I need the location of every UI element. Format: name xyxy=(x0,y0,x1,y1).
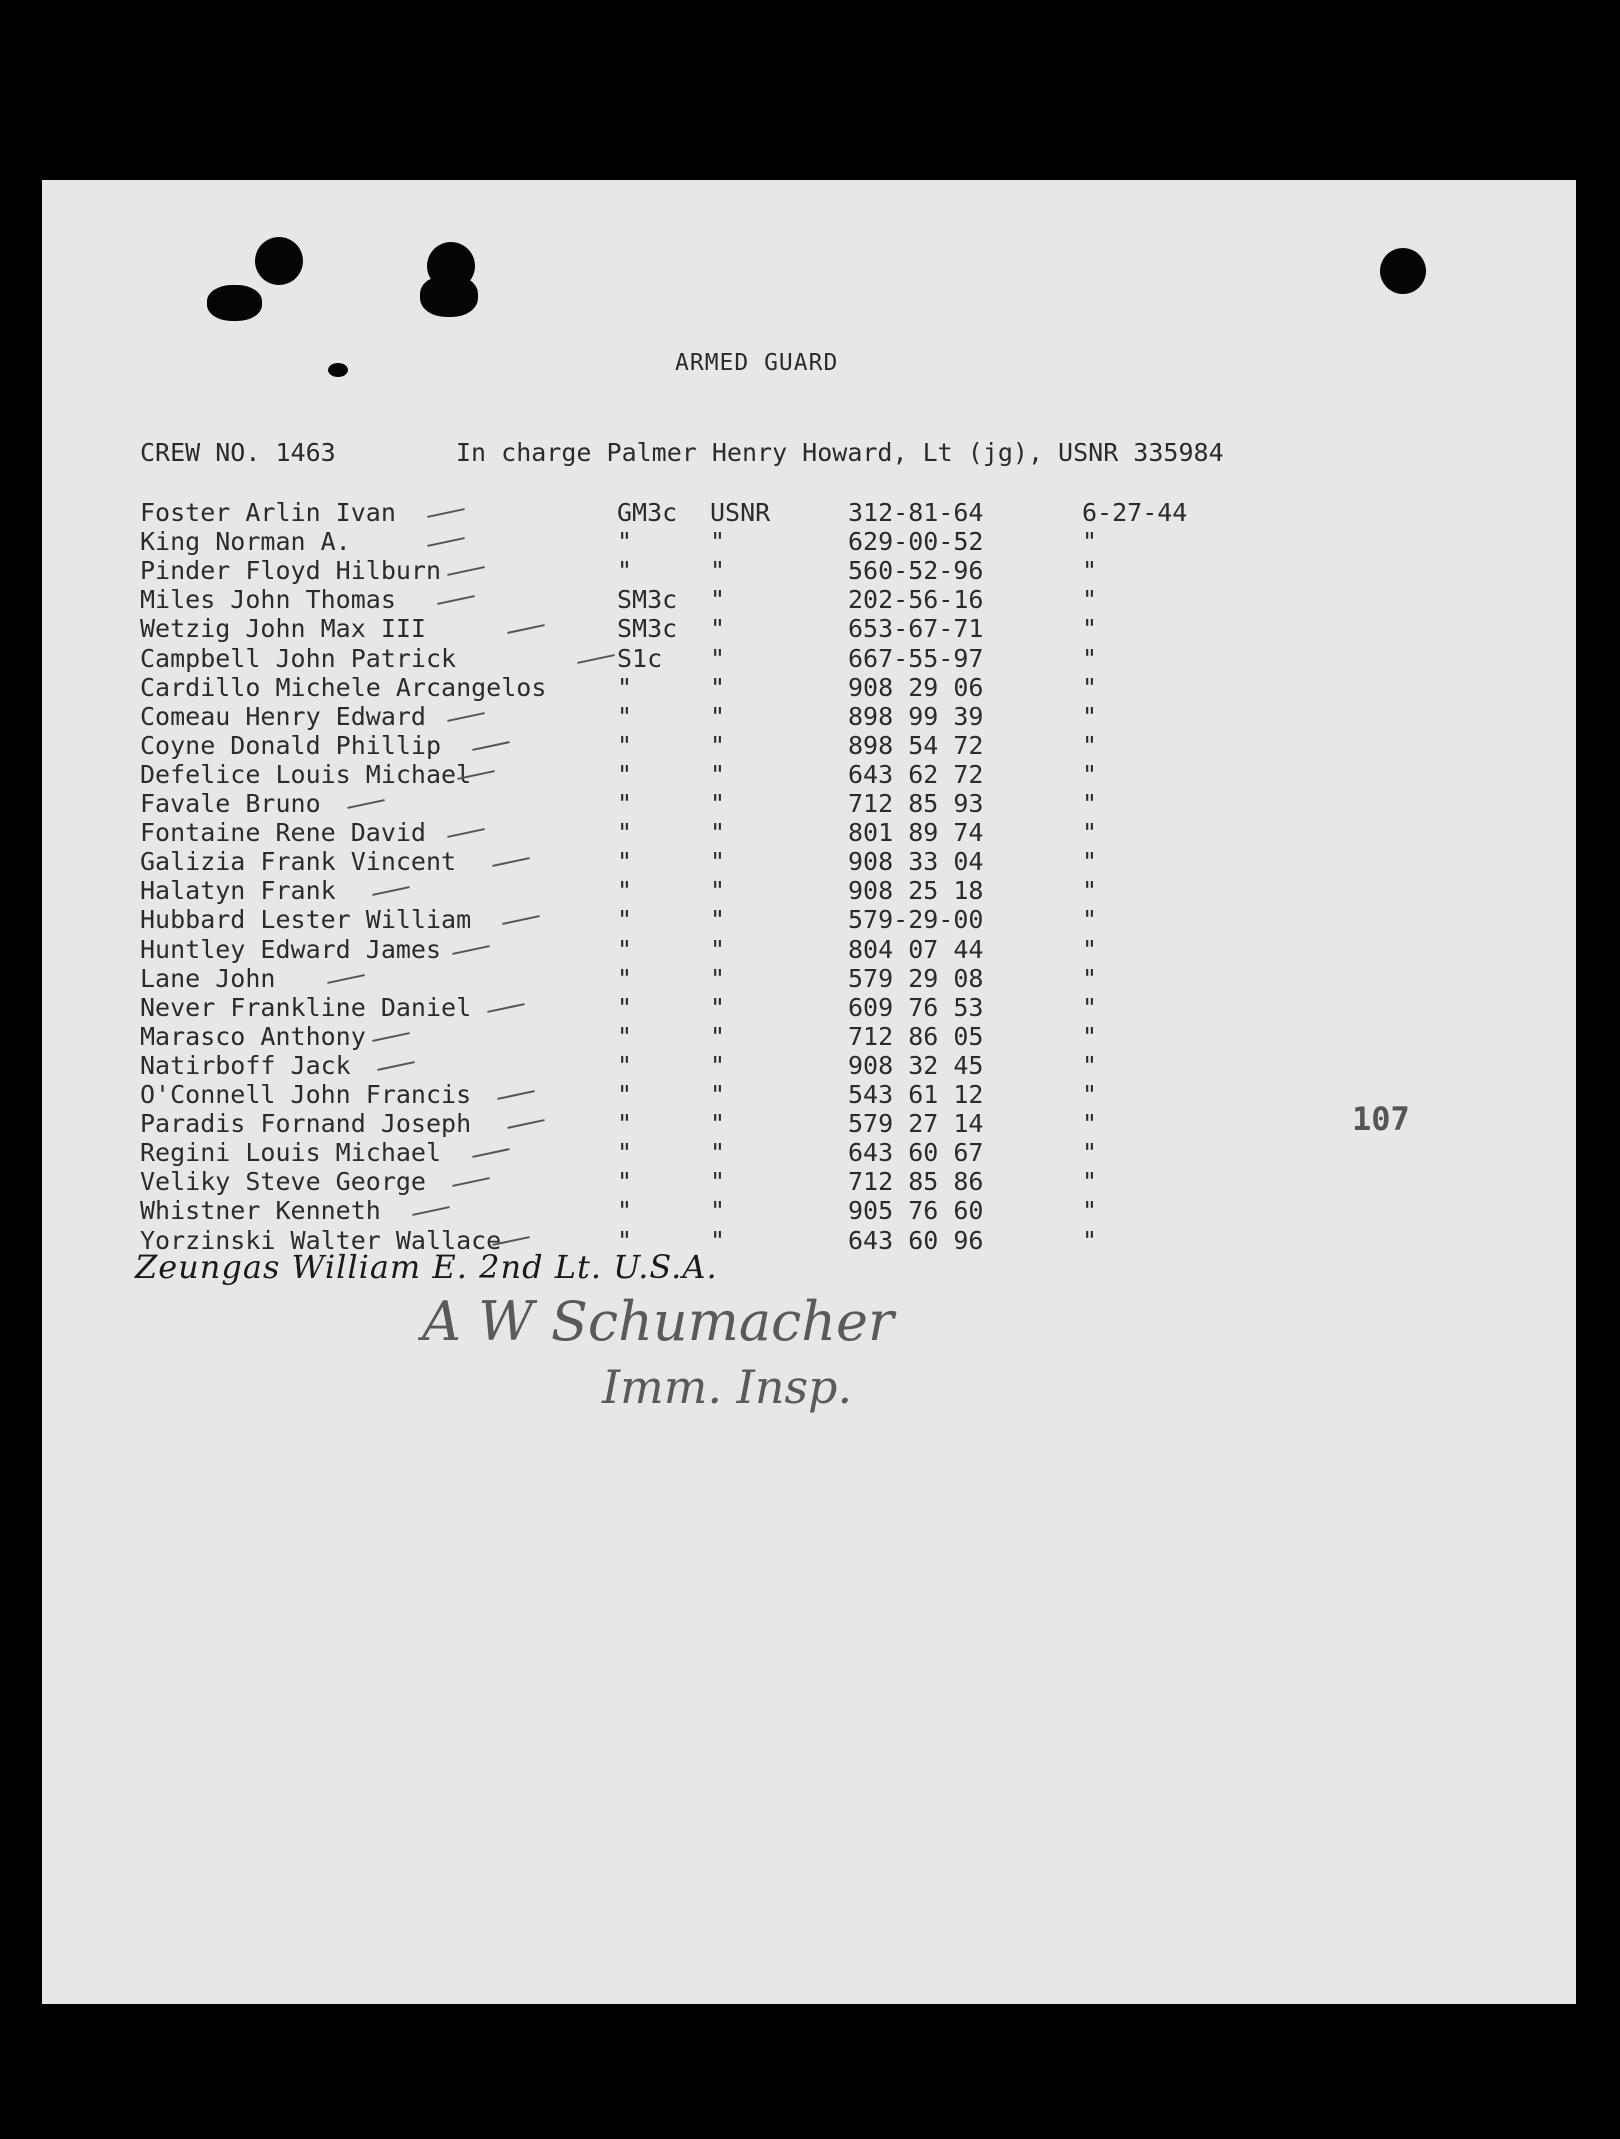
table-row xyxy=(42,556,1576,585)
crew-branch: USNR xyxy=(710,498,771,527)
check-mark xyxy=(452,1177,490,1187)
check-mark xyxy=(447,566,485,576)
crew-date: " xyxy=(1082,1196,1098,1226)
punch-hole xyxy=(420,275,478,317)
officer-in-charge: In charge Palmer Henry Howard, Lt (jg), USNR 335984 xyxy=(456,438,1224,467)
crew-branch: " xyxy=(710,1225,726,1255)
crew-serial: 801 89 74 xyxy=(848,818,984,848)
crew-name: Never Frankline Daniel xyxy=(140,992,472,1022)
crew-serial: 560-52-96 xyxy=(848,556,984,586)
table-row xyxy=(42,585,1576,614)
crew-branch: " xyxy=(710,1109,726,1139)
crew-branch: " xyxy=(710,1021,726,1051)
check-mark xyxy=(377,1061,415,1071)
handwritten-added-name: Zeungas William E. 2nd Lt. U.S.A. xyxy=(135,1248,718,1286)
table-row xyxy=(42,1080,1576,1109)
crew-rate: " xyxy=(617,1050,633,1080)
table-row xyxy=(42,498,1576,527)
table-row xyxy=(42,702,1576,731)
crew-rate: " xyxy=(617,672,633,702)
table-row xyxy=(42,731,1576,760)
crew-name: Huntley Edward James xyxy=(140,934,442,964)
crew-name: Veliky Steve George xyxy=(140,1167,426,1197)
crew-name: King Norman A. xyxy=(140,527,351,557)
crew-rate: " xyxy=(617,1225,633,1255)
crew-rate: " xyxy=(617,1196,633,1226)
crew-serial: 579 27 14 xyxy=(848,1109,984,1139)
table-row xyxy=(42,614,1576,643)
crew-date: " xyxy=(1082,905,1098,935)
crew-serial: 908 32 45 xyxy=(848,1050,984,1080)
table-row xyxy=(42,1022,1576,1051)
table-row xyxy=(42,1051,1576,1080)
crew-rate: " xyxy=(617,556,633,586)
crew-rate: " xyxy=(617,992,633,1022)
crew-date: 6-27-44 xyxy=(1082,498,1188,527)
crew-rate: " xyxy=(617,818,633,848)
table-row xyxy=(42,527,1576,556)
crew-serial: 712 86 05 xyxy=(848,1021,984,1051)
crew-rate: " xyxy=(617,1021,633,1051)
crew-rate: " xyxy=(617,905,633,935)
crew-name: Campbell John Patrick xyxy=(140,643,457,673)
crew-rate: " xyxy=(617,730,633,760)
check-mark xyxy=(437,595,475,605)
crew-name: Coyne Donald Phillip xyxy=(140,730,442,760)
table-row xyxy=(42,935,1576,964)
crew-rate: " xyxy=(617,759,633,789)
table-row xyxy=(42,644,1576,673)
crew-date: " xyxy=(1082,672,1098,702)
table-row xyxy=(42,964,1576,993)
crew-rate: " xyxy=(617,1080,633,1109)
crew-date: " xyxy=(1082,1109,1098,1139)
crew-serial: 543 61 12 xyxy=(848,1080,984,1109)
inspector-title: Imm. Insp. xyxy=(602,1360,853,1414)
crew-date: " xyxy=(1082,556,1098,586)
crew-rate: S1c xyxy=(617,643,663,673)
crew-serial: 804 07 44 xyxy=(848,934,984,964)
crew-date: " xyxy=(1082,876,1098,906)
crew-serial: 905 76 60 xyxy=(848,1196,984,1226)
table-row xyxy=(42,847,1576,876)
table-row xyxy=(42,1167,1576,1196)
inspector-signature: A W Schumacher xyxy=(422,1290,894,1353)
check-mark xyxy=(472,1148,510,1158)
crew-date: " xyxy=(1082,1050,1098,1080)
table-row xyxy=(42,1196,1576,1225)
crew-name: Defelice Louis Michael xyxy=(140,759,472,789)
crew-serial: 609 76 53 xyxy=(848,992,984,1022)
check-mark xyxy=(507,1119,545,1129)
crew-branch: " xyxy=(710,759,726,789)
check-mark xyxy=(372,1032,410,1042)
crew-date: " xyxy=(1082,527,1098,557)
crew-rate: SM3c xyxy=(617,614,678,644)
crew-date: " xyxy=(1082,789,1098,818)
crew-date: " xyxy=(1082,614,1098,644)
crew-branch: " xyxy=(710,614,726,644)
crew-date: " xyxy=(1082,585,1098,615)
document-title: ARMED GUARD xyxy=(675,350,839,376)
crew-serial: 643 60 67 xyxy=(848,1138,984,1168)
crew-rate: " xyxy=(617,934,633,964)
crew-rate: " xyxy=(617,1109,633,1139)
crew-date: " xyxy=(1082,847,1098,877)
crew-branch: " xyxy=(710,643,726,673)
crew-name: Favale Bruno xyxy=(140,789,321,818)
crew-rate: " xyxy=(617,527,633,557)
crew-branch: " xyxy=(710,1167,726,1197)
page-number: 107 xyxy=(1352,1100,1410,1138)
crew-date: " xyxy=(1082,1021,1098,1051)
crew-name: Paradis Fornand Joseph xyxy=(140,1109,472,1139)
crew-serial: 908 29 06 xyxy=(848,672,984,702)
crew-rate: " xyxy=(617,963,633,993)
ink-spot xyxy=(328,363,348,377)
table-row xyxy=(42,818,1576,847)
crew-serial: 898 54 72 xyxy=(848,730,984,760)
crew-branch: " xyxy=(710,818,726,848)
crew-serial: 712 85 93 xyxy=(848,789,984,818)
crew-number: CREW NO. 1463 xyxy=(140,438,336,467)
crew-name: Wetzig John Max III xyxy=(140,614,426,644)
crew-branch: " xyxy=(710,1050,726,1080)
crew-serial: 908 25 18 xyxy=(848,876,984,906)
crew-serial: 667-55-97 xyxy=(848,643,984,673)
table-row xyxy=(42,789,1576,818)
crew-serial: 202-56-16 xyxy=(848,585,984,615)
check-mark xyxy=(427,508,465,518)
crew-name: Marasco Anthony xyxy=(140,1021,366,1051)
table-row xyxy=(42,905,1576,934)
crew-serial: 643 60 96 xyxy=(848,1225,984,1255)
check-mark xyxy=(452,945,490,955)
crew-serial: 712 85 86 xyxy=(848,1167,984,1197)
crew-branch: " xyxy=(710,876,726,906)
check-mark xyxy=(447,712,485,722)
crew-branch: " xyxy=(710,992,726,1022)
crew-name: Yorzinski Walter Wallace xyxy=(140,1225,502,1255)
crew-branch: " xyxy=(710,934,726,964)
check-mark xyxy=(372,886,410,896)
crew-name: Hubbard Lester William xyxy=(140,905,472,935)
crew-name: Miles John Thomas xyxy=(140,585,396,615)
crew-rate: " xyxy=(617,847,633,877)
crew-serial: 629-00-52 xyxy=(848,527,984,557)
crew-serial: 908 33 04 xyxy=(848,847,984,877)
check-mark xyxy=(427,537,465,547)
crew-name: Cardillo Michele Arcangelos xyxy=(140,672,547,702)
crew-branch: " xyxy=(710,701,726,731)
crew-branch: " xyxy=(710,527,726,557)
crew-branch: " xyxy=(710,1196,726,1226)
crew-name: Halatyn Frank xyxy=(140,876,336,906)
check-mark xyxy=(577,654,615,664)
crew-date: " xyxy=(1082,963,1098,993)
crew-rate: " xyxy=(617,701,633,731)
table-row xyxy=(42,876,1576,905)
crew-date: " xyxy=(1082,1138,1098,1168)
check-mark xyxy=(492,857,530,867)
crew-branch: " xyxy=(710,847,726,877)
check-mark xyxy=(347,799,385,809)
crew-serial: 579-29-00 xyxy=(848,905,984,935)
check-mark xyxy=(412,1206,450,1216)
crew-date: " xyxy=(1082,1225,1098,1255)
crew-branch: " xyxy=(710,1138,726,1168)
table-row xyxy=(42,993,1576,1022)
crew-date: " xyxy=(1082,934,1098,964)
table-row xyxy=(42,760,1576,789)
crew-serial: 898 99 39 xyxy=(848,701,984,731)
crew-branch: " xyxy=(710,963,726,993)
table-row xyxy=(42,673,1576,702)
check-mark xyxy=(327,974,365,984)
crew-date: " xyxy=(1082,730,1098,760)
check-mark xyxy=(507,624,545,634)
check-mark xyxy=(487,1003,525,1013)
crew-branch: " xyxy=(710,1080,726,1109)
crew-rate: SM3c xyxy=(617,585,678,615)
crew-name: Pinder Floyd Hilburn xyxy=(140,556,442,586)
punch-hole xyxy=(255,237,303,285)
crew-name: Galizia Frank Vincent xyxy=(140,847,457,877)
crew-serial: 312-81-64 xyxy=(848,498,984,527)
document-page xyxy=(42,180,1576,2004)
crew-name: Regini Louis Michael xyxy=(140,1138,442,1168)
punch-hole xyxy=(207,285,262,321)
crew-name: Lane John xyxy=(140,963,276,993)
crew-rate: " xyxy=(617,1167,633,1197)
crew-branch: " xyxy=(710,730,726,760)
crew-rate: " xyxy=(617,1138,633,1168)
crew-date: " xyxy=(1082,643,1098,673)
crew-rate: " xyxy=(617,789,633,818)
crew-branch: " xyxy=(710,556,726,586)
check-mark xyxy=(497,1090,535,1100)
crew-date: " xyxy=(1082,992,1098,1022)
check-mark xyxy=(472,741,510,751)
crew-branch: " xyxy=(710,585,726,615)
punch-hole xyxy=(1380,248,1426,294)
crew-name: O'Connell John Francis xyxy=(140,1080,472,1109)
crew-branch: " xyxy=(710,905,726,935)
crew-serial: 643 62 72 xyxy=(848,759,984,789)
crew-date: " xyxy=(1082,1167,1098,1197)
crew-serial: 653-67-71 xyxy=(848,614,984,644)
crew-branch: " xyxy=(710,672,726,702)
crew-name: Comeau Henry Edward xyxy=(140,701,426,731)
crew-serial: 579 29 08 xyxy=(848,963,984,993)
check-mark xyxy=(502,915,540,925)
crew-rate: " xyxy=(617,876,633,906)
crew-name: Fontaine Rene David xyxy=(140,818,426,848)
crew-rate: GM3c xyxy=(617,498,678,527)
crew-name: Whistner Kenneth xyxy=(140,1196,381,1226)
table-row xyxy=(42,1138,1576,1167)
crew-date: " xyxy=(1082,818,1098,848)
table-row xyxy=(42,1109,1576,1138)
crew-date: " xyxy=(1082,759,1098,789)
crew-date: " xyxy=(1082,1080,1098,1109)
crew-branch: " xyxy=(710,789,726,818)
crew-name: Foster Arlin Ivan xyxy=(140,498,396,527)
crew-date: " xyxy=(1082,701,1098,731)
crew-name: Natirboff Jack xyxy=(140,1050,351,1080)
check-mark xyxy=(447,828,485,838)
